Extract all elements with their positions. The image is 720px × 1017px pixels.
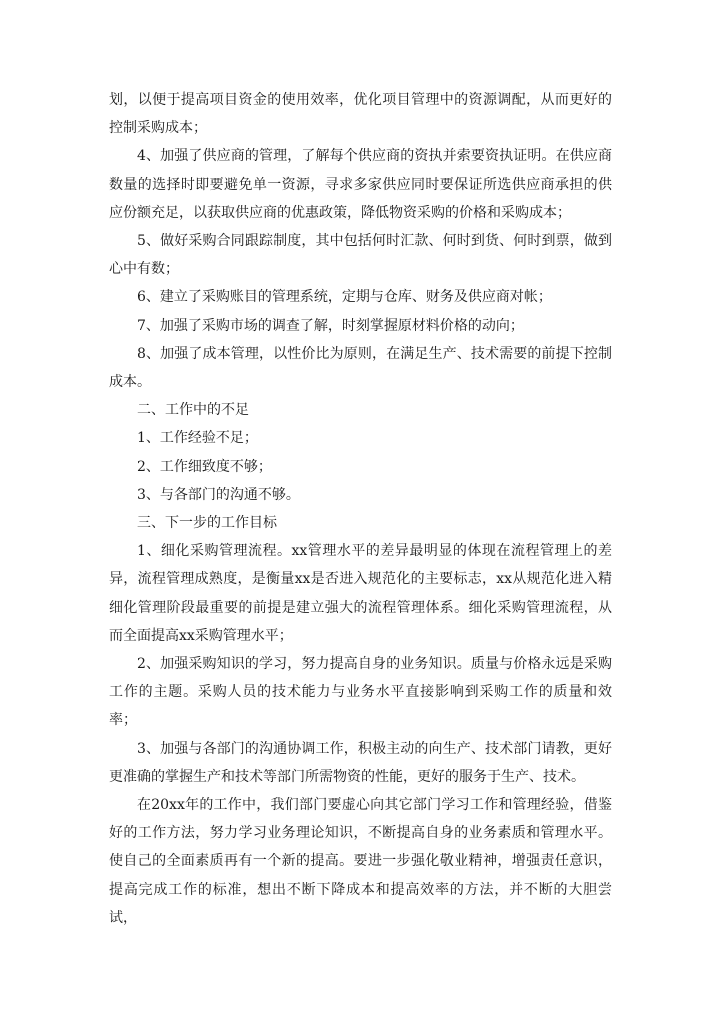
paragraph: 7、加强了采购市场的调查了解，时刻掌握原材料价格的动向；	[137, 317, 524, 334]
list-item: 1、工作经验不足；	[137, 430, 258, 447]
list-item: 3、与各部门的沟通不够。	[137, 486, 300, 503]
paragraph: 6、建立了采购账目的管理系统，定期与仓库、财务及供应商对帐；	[137, 289, 552, 306]
list-item: 2、工作细致度不够；	[137, 458, 272, 475]
section-heading: 二、工作中的不足	[137, 402, 249, 419]
paragraph: 4、加强了供应商的管理，了解每个供应商的资执并索要资执证明。在供应商数量的选择时即要避免单一资源，寻求多家供应同时要保证所选供应商承担的供应份额充足，以获取供应商的优惠政策，降低物资采购的价格和采购成本；	[109, 148, 612, 221]
paragraph: 8、加强了成本管理，以性价比为原则，在满足生产、技术需要的前提下控制成本。	[109, 345, 612, 391]
paragraph: 划，以便于提高项目资金的使用效率，优化项目管理中的资源调配，从而更好的控制采购成本；	[109, 92, 612, 137]
document-body	[109, 86, 612, 932]
paragraph: 1、细化采购管理流程。xx管理水平的差异最明显的体现在流程管理上的差异，流程管理成熟度，是衡量xx是否进入规范化的主要标志，xx从规范化进入精细化管理阶段最重要的前提是建立强大的流程管理体系。细化采购管理流程，从而全面提高xx采购管理水平；	[109, 543, 612, 644]
paragraph: 在20xx年的工作中，我们部门要虚心向其它部门学习工作和管理经验，借鉴好的工作方法，努力学习业务理论知识，不断提高自身的业务素质和管理水平。使自己的全面素质再有一个新的提高。要进一步强化敬业精神，增强责任意识，提高完成工作的标准，想出不断下降成本和提高效率的方法，并不断的大胆尝试，	[109, 797, 612, 926]
paragraph: 2、加强采购知识的学习，努力提高自身的业务知识。质量与价格永远是采购工作的主题。采购人员的技术能力与业务水平直接影响到采购工作的质量和效率；	[109, 656, 612, 729]
paragraph: 3、加强与各部门的沟通协调工作，积极主动的向生产、技术部门请教，更好更准确的掌握生产和技术等部门所需物资的性能，更好的服务于生产、技术。	[109, 740, 612, 785]
paragraph: 5、做好采购合同跟踪制度，其中包括何时汇款、何时到货、何时到票，做到心中有数；	[109, 233, 612, 278]
section-heading: 三、下一步的工作目标	[137, 515, 277, 532]
